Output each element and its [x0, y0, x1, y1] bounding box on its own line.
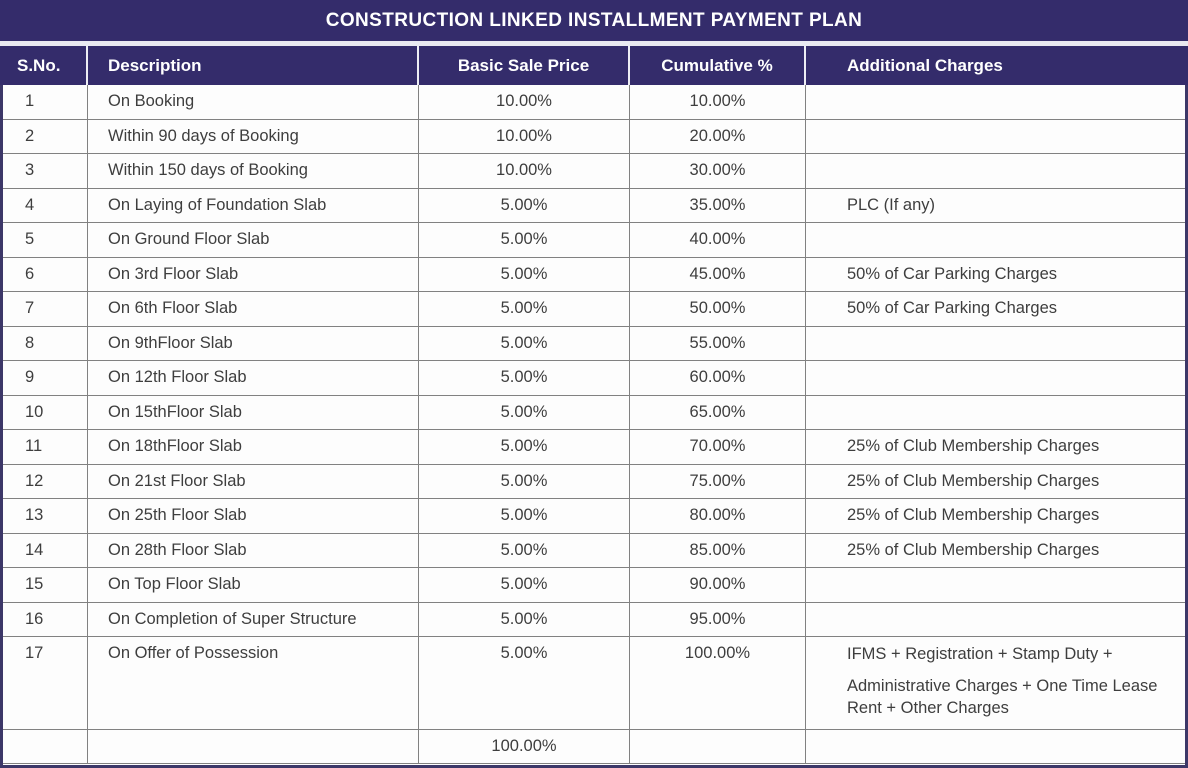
table-row	[0, 120, 1188, 155]
header-basic-sale-price: Basic Sale Price	[419, 46, 630, 85]
sno-cell: 17	[0, 637, 88, 729]
description-cell: On 6th Floor Slab	[88, 292, 419, 326]
document-title: CONSTRUCTION LINKED INSTALLMENT PAYMENT PLAN	[0, 0, 1188, 46]
description-cell: On Laying of Foundation Slab	[88, 189, 419, 223]
sno-cell: 1	[0, 85, 88, 119]
additional-charges-cell	[806, 568, 1188, 602]
additional-charges-cell	[806, 120, 1188, 154]
cumulative-percent-cell: 35.00%	[630, 189, 806, 223]
additional-charges-cell	[806, 603, 1188, 637]
additional-charges-cell	[806, 154, 1188, 188]
basic-sale-price-cell: 10.00%	[419, 85, 630, 119]
table-row	[0, 730, 1188, 764]
description-cell: On Top Floor Slab	[88, 568, 419, 602]
table-row	[0, 430, 1188, 465]
additional-charges-cell	[806, 730, 1188, 763]
table-row	[0, 499, 1188, 534]
table-row	[0, 189, 1188, 224]
sno-cell: 15	[0, 568, 88, 602]
cumulative-percent-cell: 45.00%	[630, 258, 806, 292]
table-row	[0, 396, 1188, 431]
sno-cell: 3	[0, 154, 88, 188]
cumulative-percent-cell: 65.00%	[630, 396, 806, 430]
table-row	[0, 603, 1188, 638]
additional-charges-cell	[806, 85, 1188, 119]
cumulative-percent-cell: 30.00%	[630, 154, 806, 188]
description-cell: On 28th Floor Slab	[88, 534, 419, 568]
basic-sale-price-cell: 5.00%	[419, 258, 630, 292]
cumulative-percent-cell: 95.00%	[630, 603, 806, 637]
cumulative-percent-cell: 40.00%	[630, 223, 806, 257]
sno-cell: 6	[0, 258, 88, 292]
cumulative-percent-cell: 70.00%	[630, 430, 806, 464]
sno-cell: 12	[0, 465, 88, 499]
basic-sale-price-cell: 10.00%	[419, 154, 630, 188]
additional-charges-cell	[806, 361, 1188, 395]
sno-cell: 7	[0, 292, 88, 326]
table-row	[0, 534, 1188, 569]
basic-sale-price-cell: 5.00%	[419, 534, 630, 568]
table-left-border	[0, 85, 3, 768]
sno-cell: 9	[0, 361, 88, 395]
basic-sale-price-cell: 5.00%	[419, 465, 630, 499]
cumulative-percent-cell: 85.00%	[630, 534, 806, 568]
cumulative-percent-cell: 60.00%	[630, 361, 806, 395]
sno-cell: 13	[0, 499, 88, 533]
cumulative-percent-cell: 75.00%	[630, 465, 806, 499]
sno-cell: 5	[0, 223, 88, 257]
cumulative-percent-cell: 55.00%	[630, 327, 806, 361]
description-cell	[88, 730, 419, 763]
description-cell: On 3rd Floor Slab	[88, 258, 419, 292]
cumulative-percent-cell: 100.00%	[630, 637, 806, 729]
cumulative-percent-cell: 80.00%	[630, 499, 806, 533]
table-row	[0, 637, 1188, 730]
sno-cell: 11	[0, 430, 88, 464]
cumulative-percent-cell: 50.00%	[630, 292, 806, 326]
table-row	[0, 361, 1188, 396]
sno-cell: 4	[0, 189, 88, 223]
table-row	[0, 223, 1188, 258]
additional-charges-cell: 25% of Club Membership Charges	[847, 540, 1100, 559]
description-cell: On 15thFloor Slab	[88, 396, 419, 430]
basic-sale-price-cell: 5.00%	[419, 361, 630, 395]
basic-sale-price-cell: 5.00%	[419, 430, 630, 464]
description-cell: Within 150 days of Booking	[88, 154, 419, 188]
description-cell: Within 90 days of Booking	[88, 120, 419, 154]
basic-sale-price-cell: 100.00%	[419, 730, 630, 763]
table-row	[0, 292, 1188, 327]
basic-sale-price-cell: 5.00%	[419, 396, 630, 430]
sno-cell: 2	[0, 120, 88, 154]
description-cell: On 9thFloor Slab	[88, 327, 419, 361]
description-cell: On Ground Floor Slab	[88, 223, 419, 257]
table-row	[0, 327, 1188, 362]
description-cell: On Offer of Possession	[88, 637, 419, 729]
basic-sale-price-cell: 5.00%	[419, 327, 630, 361]
description-cell: On 18thFloor Slab	[88, 430, 419, 464]
basic-sale-price-cell: 5.00%	[419, 292, 630, 326]
additional-charges-cell: IFMS + Registration + Stamp Duty + Administrative Charges + One Time Lease Rent + Other Charges	[847, 645, 1158, 717]
additional-charges-cell: 25% of Club Membership Charges	[847, 471, 1100, 490]
sno-cell: 10	[0, 396, 88, 430]
sno-cell: 14	[0, 534, 88, 568]
additional-charges-cell	[806, 223, 1188, 257]
description-cell: On Booking	[88, 85, 419, 119]
table-row	[0, 154, 1188, 189]
header-sno: S.No.	[0, 46, 88, 85]
additional-charges-cell: 25% of Club Membership Charges	[847, 437, 1100, 456]
sno-cell	[0, 730, 88, 763]
table-row	[0, 465, 1188, 500]
basic-sale-price-cell: 5.00%	[419, 499, 630, 533]
cumulative-percent-cell: 90.00%	[630, 568, 806, 602]
table-body	[0, 85, 1188, 764]
additional-charges-cell	[806, 396, 1188, 430]
table-row	[0, 258, 1188, 293]
sno-cell: 8	[0, 327, 88, 361]
cumulative-percent-cell: 20.00%	[630, 120, 806, 154]
additional-charges-cell: 50% of Car Parking Charges	[847, 299, 1058, 318]
header-additional-charges: Additional Charges	[847, 55, 1003, 75]
header-cumulative: Cumulative %	[630, 46, 806, 85]
additional-charges-cell: PLC (If any)	[847, 195, 936, 214]
basic-sale-price-cell: 5.00%	[419, 637, 630, 729]
additional-charges-cell	[806, 327, 1188, 361]
cumulative-percent-cell	[630, 730, 806, 763]
additional-charges-cell: 50% of Car Parking Charges	[847, 264, 1058, 283]
basic-sale-price-cell: 5.00%	[419, 223, 630, 257]
header-description: Description	[88, 46, 419, 85]
basic-sale-price-cell: 5.00%	[419, 603, 630, 637]
basic-sale-price-cell: 10.00%	[419, 120, 630, 154]
description-cell: On 21st Floor Slab	[88, 465, 419, 499]
additional-charges-cell: 25% of Club Membership Charges	[847, 506, 1100, 525]
sno-cell: 16	[0, 603, 88, 637]
table-header-row	[0, 46, 1188, 85]
description-cell: On 25th Floor Slab	[88, 499, 419, 533]
description-cell: On Completion of Super Structure	[88, 603, 419, 637]
cumulative-percent-cell: 10.00%	[630, 85, 806, 119]
basic-sale-price-cell: 5.00%	[419, 568, 630, 602]
table-row	[0, 568, 1188, 603]
description-cell: On 12th Floor Slab	[88, 361, 419, 395]
table-row	[0, 85, 1188, 120]
basic-sale-price-cell: 5.00%	[419, 189, 630, 223]
